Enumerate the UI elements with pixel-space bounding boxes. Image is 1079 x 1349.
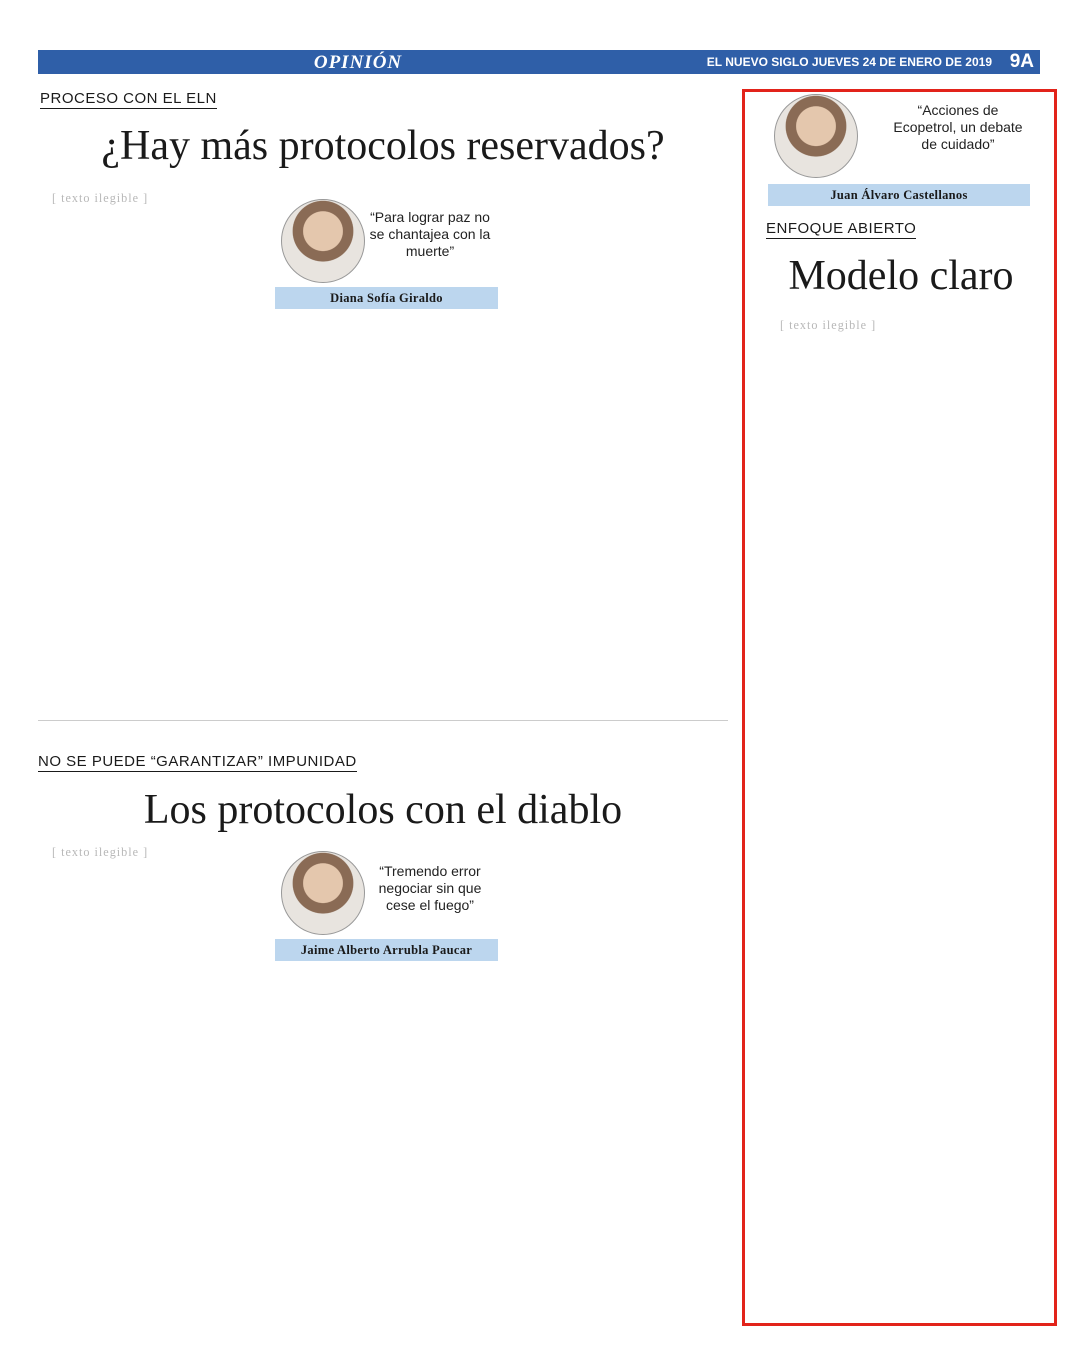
- article-divider: [38, 720, 728, 721]
- article1-column-1: [38, 191, 256, 711]
- section-title: OPINIÓN: [313, 52, 403, 73]
- article2-body: [ texto ilegible ]: [52, 845, 149, 859]
- author-byline: Diana Sofía Giraldo: [275, 287, 498, 309]
- article1-body: [ texto ilegible ]: [52, 191, 149, 205]
- article2-column-2: [275, 977, 493, 1302]
- article1-pull-quote: [275, 199, 498, 309]
- pull-quote-text: “Para lograr paz no se chantajea con la muerte”: [369, 209, 491, 259]
- section-banner: [38, 50, 1040, 74]
- article3-kicker: ENFOQUE ABIERTO: [766, 220, 917, 237]
- article3-headline: Modelo claro: [788, 253, 1014, 299]
- author-photo: [774, 94, 858, 178]
- pull-quote-text: “Acciones de Ecopetrol, un debate de cuidado”: [893, 102, 1023, 152]
- article1-headline: ¿Hay más protocolos reservados?: [101, 123, 665, 169]
- article2-kicker: NO SE PUEDE “GARANTIZAR” IMPUNIDAD: [38, 753, 357, 770]
- article3-body: [766, 318, 1041, 1296]
- article2-pull-quote: [275, 851, 498, 961]
- article1-kicker: PROCESO CON EL ELN: [40, 90, 217, 107]
- article3-body-text: [ texto ilegible ]: [780, 318, 877, 332]
- article2-headline: Los protocolos con el diablo: [143, 787, 623, 833]
- article3-pull-quote: [768, 94, 1030, 206]
- pull-quote-text: “Tremendo error negociar sin que cese el fuego”: [378, 863, 482, 913]
- author-photo: [281, 851, 365, 935]
- article2-column-3: [510, 845, 728, 1300]
- author-photo: [281, 199, 365, 283]
- author-byline: Juan Álvaro Castellanos: [768, 184, 1030, 206]
- article2-column-1: [38, 845, 256, 1305]
- article1-column-3: [510, 191, 728, 711]
- article1-column-2: [275, 327, 493, 707]
- author-byline: Jaime Alberto Arrubla Paucar: [275, 939, 498, 961]
- page-number: 9A: [1009, 51, 1034, 72]
- paper-date: EL NUEVO SIGLO JUEVES 24 DE ENERO DE 2019: [706, 55, 992, 69]
